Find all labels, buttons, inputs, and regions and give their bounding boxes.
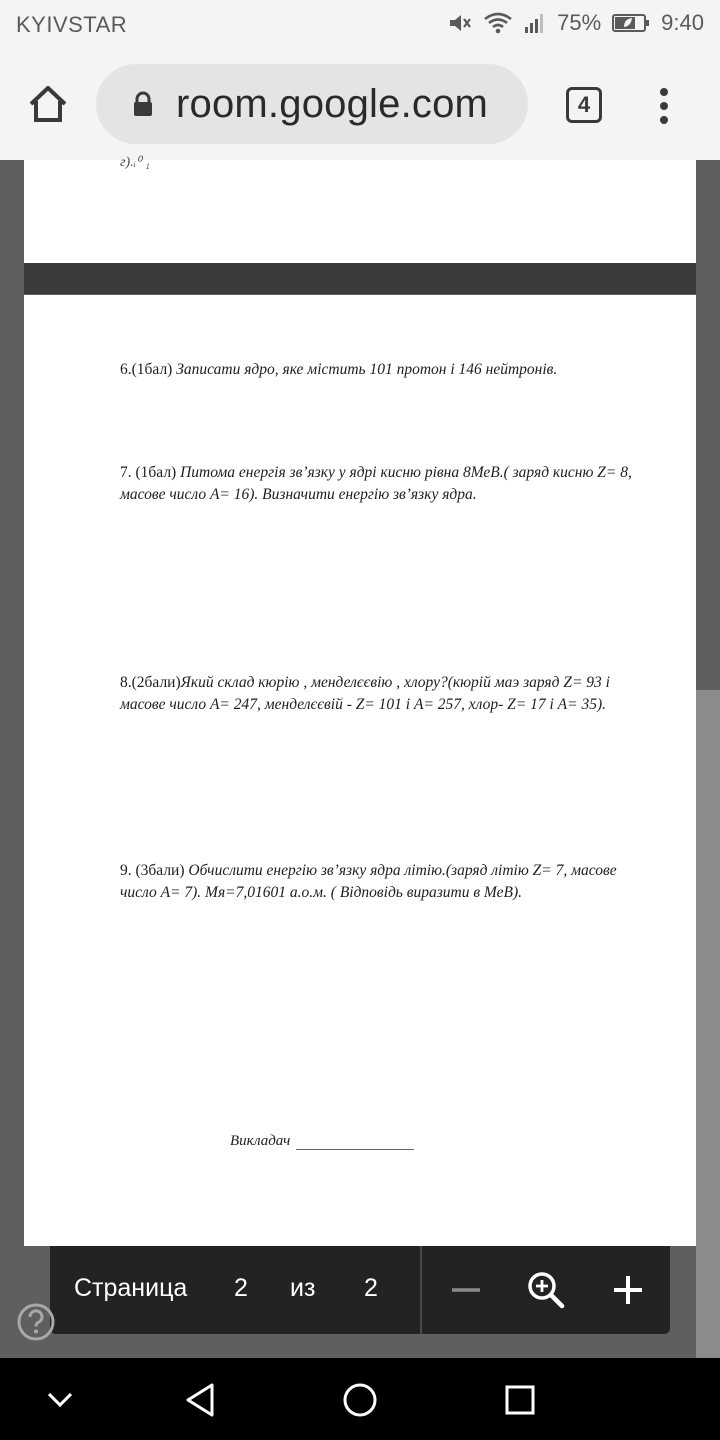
back-button[interactable] xyxy=(178,1378,222,1422)
status-bar xyxy=(0,0,720,50)
zoom-out-button[interactable] xyxy=(446,1270,486,1310)
question-6-number: 6.(1бал) xyxy=(120,361,173,378)
question-9 xyxy=(120,860,640,904)
browser-toolbar xyxy=(0,50,720,160)
question-8-number: 8.(2бали) xyxy=(120,674,181,691)
question-9-text: Обчислити енергію зв’язку ядра літію.(заряд літію Z= 7, масове число А= 7). Мя=7,01601 а.о.м. ( Відповідь виразити в МеВ). xyxy=(120,862,617,901)
clock: 9:40 xyxy=(661,10,704,35)
question-7-number: 7. (1бал) xyxy=(120,464,177,481)
document-page-2 xyxy=(24,295,696,1246)
teacher-signature xyxy=(230,1133,414,1150)
address-bar[interactable] xyxy=(96,64,528,144)
lock-icon xyxy=(132,91,154,117)
document-page-1 xyxy=(24,155,696,263)
help-icon xyxy=(16,1302,56,1342)
pdf-viewer-controls xyxy=(50,1246,670,1334)
collapse-button[interactable] xyxy=(38,1378,82,1422)
divider xyxy=(420,1246,422,1334)
home-icon xyxy=(338,1378,382,1422)
battery-saver-icon xyxy=(611,12,651,34)
zoom-in-icon xyxy=(606,1268,650,1312)
zoom-out-icon xyxy=(446,1270,486,1310)
question-8-text: Який склад кюрію , менделєєвію , хлору?(кюрій маэ заряд Z= 93 і масове число А= 247, менделєєвій - Z= 101 і А= 257, хлор- Z= 17 і А= 35). xyxy=(120,674,610,713)
question-6-text: Записати ядро, яке містить 101 протон і 146 нейтронів. xyxy=(176,361,558,378)
carrier-name: KYIVSTAR xyxy=(16,12,128,37)
recents-button[interactable] xyxy=(498,1378,542,1422)
signal-icon xyxy=(523,11,547,35)
scrollbar[interactable] xyxy=(696,690,720,1358)
zoom-fit-button[interactable] xyxy=(524,1268,568,1312)
battery-percent: 75% xyxy=(557,10,602,35)
total-pages: 2 xyxy=(364,1274,378,1302)
status-icons xyxy=(447,10,704,36)
collapse-icon xyxy=(38,1378,82,1422)
zoom-fit-icon xyxy=(524,1268,568,1312)
tab-count: 4 xyxy=(577,92,591,117)
back-icon xyxy=(178,1378,222,1422)
tab-switcher-button[interactable] xyxy=(566,87,602,123)
page-label: Страница xyxy=(74,1274,188,1302)
question-7-text: Питома енергія зв’язку у ядрі кисню рівна 8МеВ.( заряд кисню Z= 8, масове число А= 16). Визначити енергію зв’язку ядра. xyxy=(120,464,632,503)
system-nav-bar xyxy=(0,1358,720,1440)
background-page-bar xyxy=(24,262,696,294)
zoom-in-button[interactable] xyxy=(606,1268,650,1312)
current-page: 2 xyxy=(234,1274,248,1302)
question-6 xyxy=(120,359,640,381)
url-text: room.google.com xyxy=(176,81,489,126)
page-1-fragment: г).ᵢ⁰ ₁ xyxy=(120,155,150,170)
system-home-button[interactable] xyxy=(338,1378,382,1422)
question-9-number: 9. (3бали) xyxy=(120,862,185,879)
wifi-icon xyxy=(483,11,513,35)
page-of-label: из xyxy=(290,1274,316,1302)
recents-icon xyxy=(498,1378,542,1422)
overflow-menu-icon xyxy=(650,88,678,124)
home-button[interactable] xyxy=(26,82,70,126)
question-8 xyxy=(120,672,640,716)
overflow-menu-button[interactable] xyxy=(650,84,678,128)
mute-icon xyxy=(447,11,473,35)
help-button[interactable] xyxy=(16,1302,56,1342)
signature-line xyxy=(296,1138,414,1150)
teacher-label: Викладач xyxy=(230,1133,291,1149)
question-7 xyxy=(120,462,640,506)
home-icon xyxy=(26,82,70,126)
